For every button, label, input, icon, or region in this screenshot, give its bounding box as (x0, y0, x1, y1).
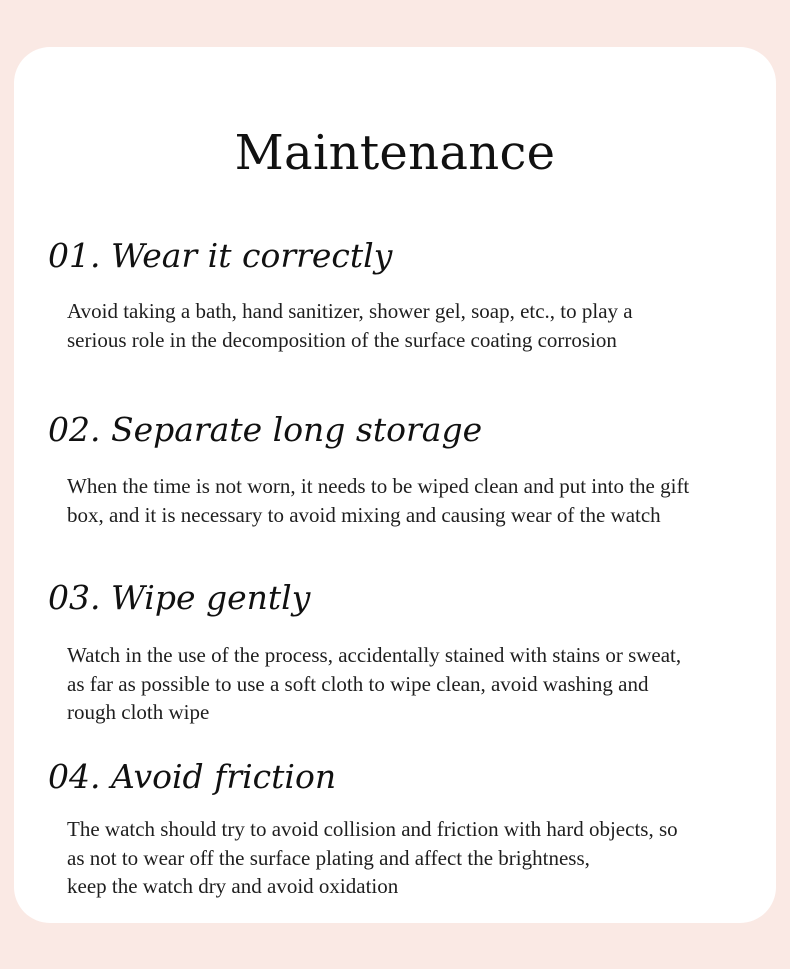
section-body-line: Avoid taking a bath, hand sanitizer, shower gel, soap, etc., to play a (67, 299, 633, 323)
section-body-line: When the time is not worn, it needs to be wiped clean and put into the gift (67, 474, 690, 498)
section-body-separate-storage (67, 472, 777, 529)
section-body-avoid-friction (67, 815, 777, 901)
section-body-line: serious role in the decomposition of the surface coating corrosion (67, 327, 617, 352)
section-heading-avoid-friction: 04. Avoid friction (48, 757, 337, 796)
section-body-line: Watch in the use of the process, accidentally stained with stains or sweat, (67, 643, 682, 667)
section-heading-wear-correctly: 01. Wear it correctly (48, 236, 393, 275)
section-body-line: keep the watch dry and avoid oxidation (67, 874, 399, 898)
section-body-wear-correctly (67, 297, 777, 354)
section-body-line: rough cloth wipe (67, 700, 210, 724)
section-body-line: as not to wear off the surface plating and affect the brightness, (67, 845, 590, 870)
section-body-line: as far as possible to use a soft cloth to wipe clean, avoid washing and (67, 671, 649, 696)
section-body-wipe-gently (67, 641, 777, 727)
section-heading-separate-storage: 02. Separate long storage (48, 410, 483, 449)
section-heading-wipe-gently: 03. Wipe gently (48, 578, 311, 617)
section-body-line: box, and it is necessary to avoid mixing and causing wear of the watch (67, 502, 661, 527)
page-title: Maintenance (234, 125, 556, 181)
section-body-line: The watch should try to avoid collision and friction with hard objects, so (67, 817, 678, 841)
